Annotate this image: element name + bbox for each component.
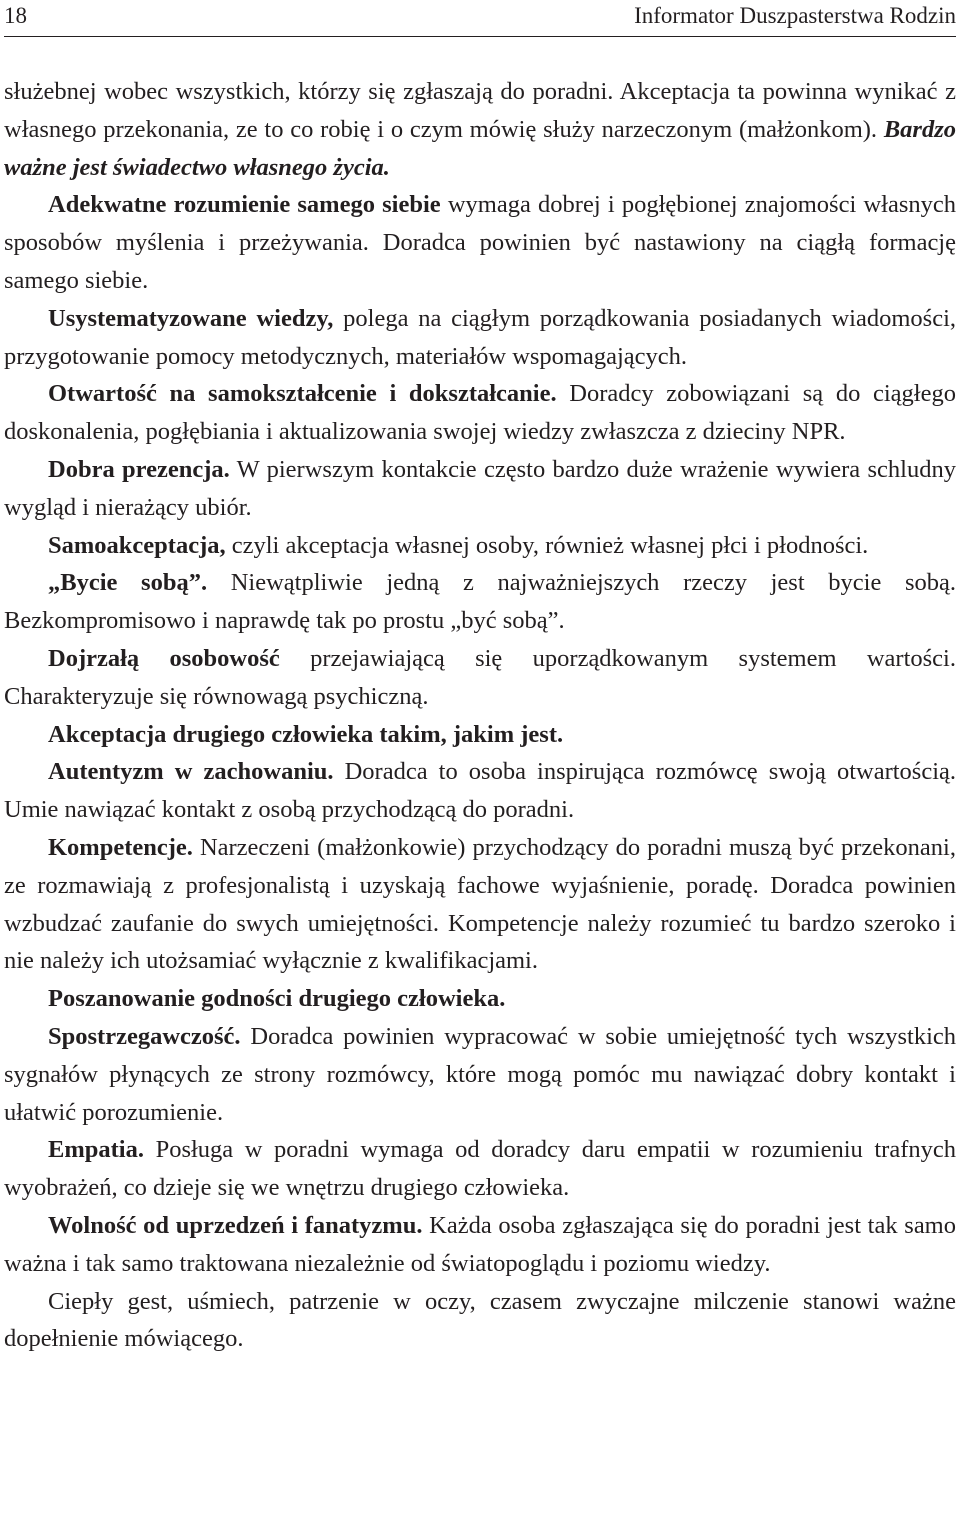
paragraph-text: wymaga dobrej i pogłębionej znajomości własnych sposobów myślenia i przeżywania. Doradca powinien być nastawiony na ciągłą formację samego siebie. — [4, 191, 956, 294]
term-heading: Empatia. — [48, 1136, 144, 1164]
paragraph-text: przejawiającą się uporządkowanym systemem wartości. Charakteryzuje się równowagą psychiczną. — [4, 644, 956, 710]
paragraph-competence — [4, 829, 956, 980]
term-heading: Spostrzegawczość. — [48, 1022, 241, 1050]
paragraph-warm-gesture — [4, 1283, 956, 1359]
term-heading: Samoakceptacja, — [48, 531, 226, 559]
term-heading: Adekwatne rozumienie samego siebie — [48, 191, 441, 219]
paragraph-presence — [4, 451, 956, 527]
term-heading: Dojrzałą osobowość — [48, 644, 280, 672]
paragraph-knowledge — [4, 300, 956, 376]
paragraph-maturity — [4, 640, 956, 716]
paragraph-intro — [4, 73, 956, 186]
term-heading: Wolność od uprzedzeń i fanatyzmu. — [48, 1211, 423, 1239]
paragraph-text: Każda osoba zgłaszająca się do poradni jest tak samo ważna i tak samo traktowana niezależnie od światopoglądu i poziomu wiedzy. — [4, 1211, 956, 1277]
page-body — [4, 73, 956, 1358]
paragraph-text: Posługa w poradni wymaga od doradcy daru empatii w rozumieniu trafnych wyobrażeń, co dzieje się we wnętrzu drugiego człowieka. — [4, 1136, 956, 1202]
running-header — [4, 0, 956, 37]
paragraph-text: Doradca to osoba inspirująca rozmówcę swoją otwartością. Umie nawiązać kontakt z osobą przychodzącą do poradni. — [4, 758, 956, 824]
term-heading: Usystematyzowane wiedzy, — [48, 304, 334, 332]
term-heading: Autentyzm w zachowaniu. — [48, 758, 334, 786]
emphasis-text: Bardzo ważne jest świadectwo własnego życia. — [4, 115, 956, 181]
paragraph-text: Narzeczeni (małżonkowie) przychodzący do poradni muszą być przekonani, ze rozmawiają z profesjonalistą i uzyskają fachowe wyjaśnienie, poradę. Doradca powinien wzbudzać zaufanie do swych umiejętności. Kompetencje należy rozumieć tu bardzo szeroko i nie należy ich utożsamiać wyłącznie z kwalifikacjami. — [4, 833, 956, 975]
running-title: Informator Duszpasterstwa Rodzin — [634, 3, 956, 28]
paragraph-text: Niewątpliwie jedną z najważniejszych rzeczy jest bycie sobą. Bezkompromisowo i naprawdę tak po prostu „być sobą”. — [4, 569, 957, 635]
paragraph-self-education — [4, 375, 956, 451]
paragraph-text: W pierwszym kontakcie często bardzo duże wrażenie wywiera schludny wygląd i nierażący ubiór. — [4, 455, 956, 521]
page-number: 18 — [4, 3, 27, 28]
term-heading: Kompetencje. — [48, 833, 193, 861]
paragraph-being-oneself — [4, 564, 956, 640]
paragraph-acceptance-other — [4, 716, 956, 754]
paragraph-perceptiveness — [4, 1018, 956, 1131]
paragraph-self-acceptance — [4, 527, 956, 565]
paragraph-text: czyli akceptacja własnej osoby, również własnej płci i płodności. — [225, 531, 869, 559]
paragraph-self-understanding — [4, 186, 956, 299]
paragraph-dignity — [4, 980, 956, 1018]
paragraph-empathy — [4, 1131, 956, 1207]
paragraph-text: Doradcy zobowiązani są do ciągłego doskonalenia, pogłębiania i aktualizowania swojej wiedzy zwłaszcza z dzieciny NPR. — [4, 380, 956, 446]
paragraph-text: Ciepły gest, uśmiech, patrzenie w oczy, czasem zwyczajne milczenie stanowi ważne dopełnienie mówiącego. — [4, 1287, 956, 1353]
term-heading: Dobra prezencja. — [48, 455, 230, 483]
paragraph-authenticity — [4, 753, 956, 829]
term-heading: Akceptacja drugiego człowieka takim, jakim jest. — [48, 720, 564, 748]
paragraph-freedom-prejudice — [4, 1207, 956, 1283]
term-heading: Poszanowanie godności drugiego człowieka. — [48, 985, 506, 1013]
paragraph-text: polega na ciągłym porządkowania posiadanych wiadomości, przygotowanie pomocy metodycznych, materiałów wspomagających. — [4, 304, 956, 370]
paragraph-text: służebnej wobec wszystkich, którzy się zgłaszają do poradni. Akceptacja ta powinna wynikać z własnego przekonania, ze to co robię i o czym mówię służy narzeczonym (małżonkom). — [4, 78, 956, 143]
term-heading: „Bycie sobą”. — [48, 569, 208, 597]
paragraph-text: Doradca powinien wypracować w sobie umiejętność tych wszystkich sygnałów płynących ze strony rozmówcy, które mogą pomóc mu nawiązać dobry kontakt i ułatwić porozumienie. — [4, 1022, 956, 1126]
term-heading: Otwartość na samokształcenie i dokształcanie. — [48, 380, 557, 408]
